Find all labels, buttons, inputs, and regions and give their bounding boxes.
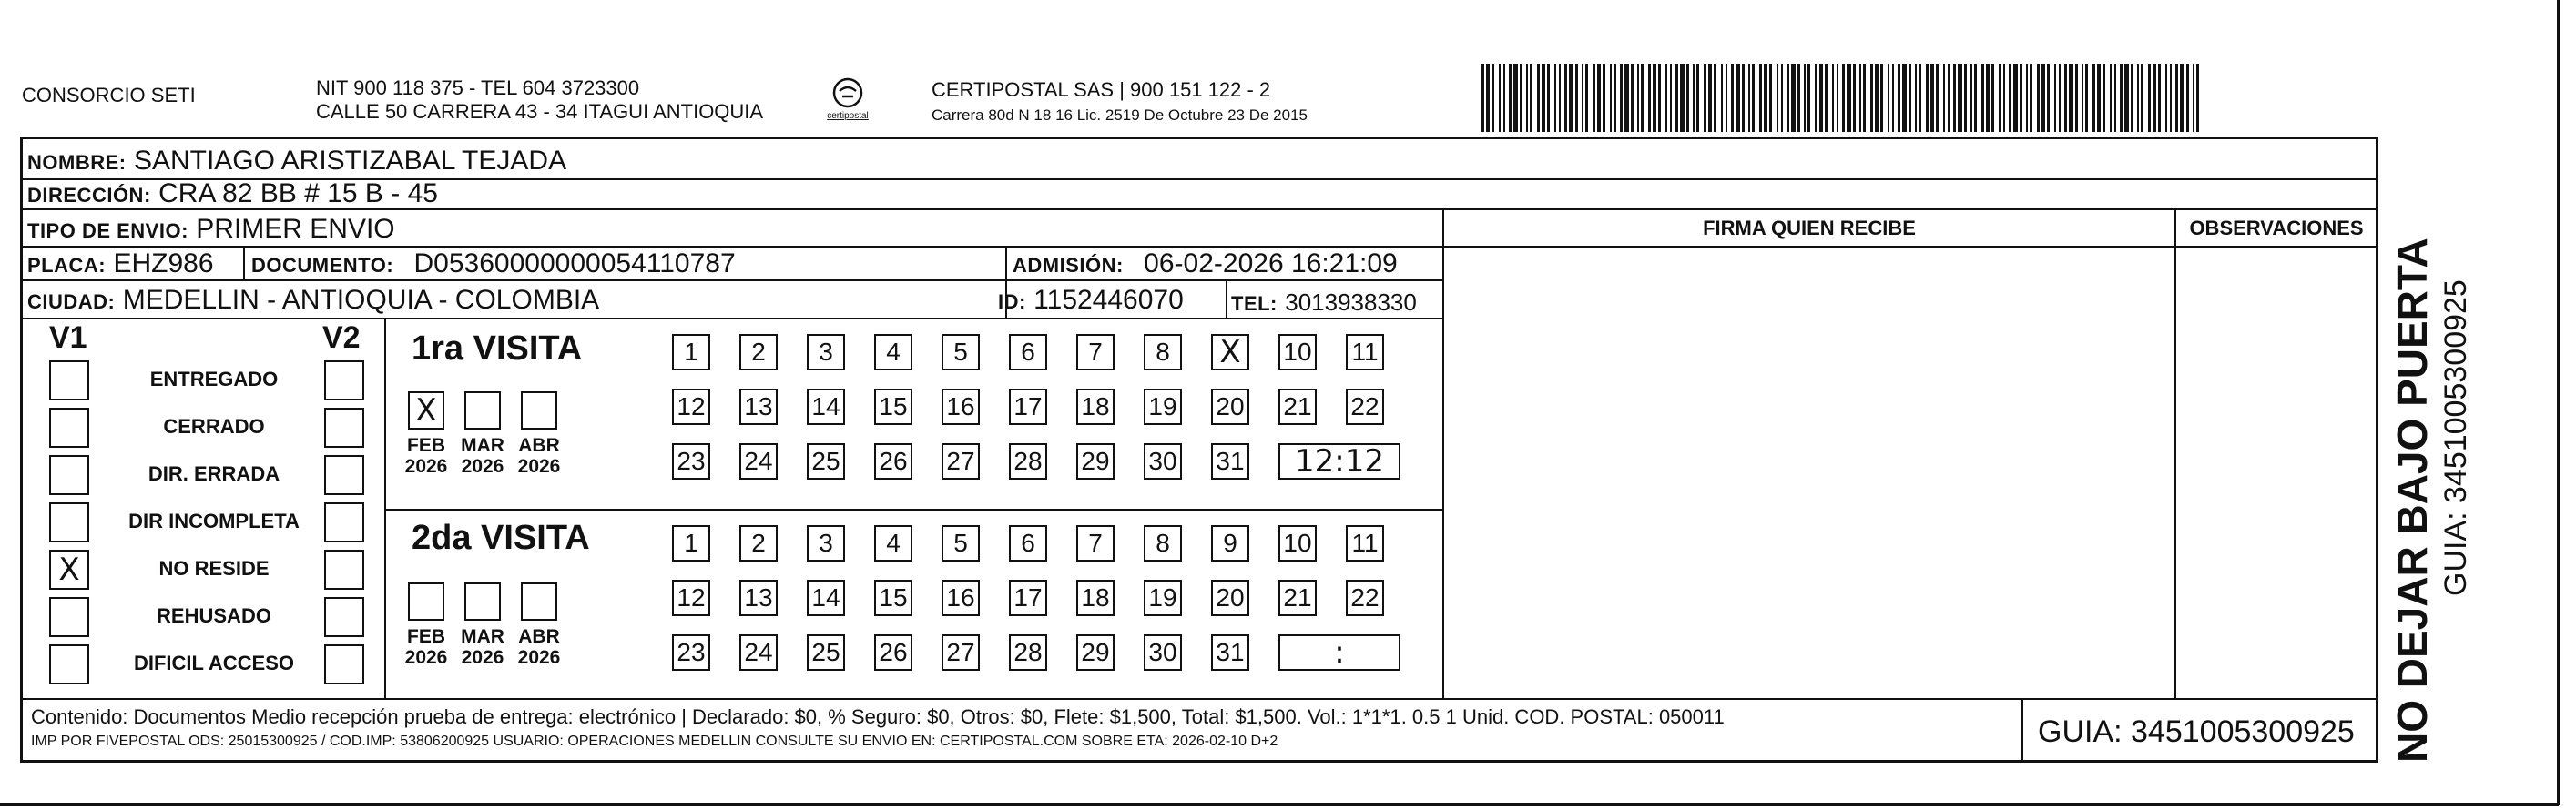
tel-label: TEL:	[1231, 292, 1278, 315]
first-visit-month-box[interactable]	[464, 391, 501, 430]
second-visit-day-box[interactable]: 25	[807, 634, 845, 671]
direccion-value: CRA 82 BB # 15 B - 45	[158, 178, 438, 208]
v1-checkbox[interactable]	[49, 455, 89, 495]
first-visit-month-box[interactable]	[408, 391, 444, 430]
first-visit-day-box[interactable]: 3	[807, 334, 845, 370]
second-visit-day-box[interactable]: 5	[942, 525, 980, 562]
first-visit-month-box[interactable]	[521, 391, 557, 430]
imp-line: IMP POR FIVEPOSTAL ODS: 25015300925 / COD.IMP: 53806200925 USUARIO: OPERACIONES MEDELLIN CONSULTE SU ENVIO EN: CERTIPOSTAL.COM SOBRE ETA: 2026-02-10 D+2	[31, 734, 1278, 749]
tipo-envio-field	[27, 214, 395, 247]
first-visit-month-label	[455, 435, 510, 477]
second-visit-day-box[interactable]: 22	[1346, 580, 1384, 616]
first-visit-day-box[interactable]: 21	[1278, 389, 1317, 425]
status-label: DIR INCOMPLETA	[128, 510, 300, 532]
second-visit-day-box[interactable]: 12	[672, 580, 710, 616]
first-visit-day-box[interactable]: 29	[1076, 443, 1115, 480]
v2-checkbox[interactable]	[324, 597, 364, 637]
second-visit-month-box[interactable]	[408, 582, 444, 621]
second-visit-month-label	[512, 626, 566, 668]
ciudad-value: MEDELLIN - ANTIOQUIA - COLOMBIA	[122, 285, 600, 315]
documento-field	[251, 248, 736, 281]
second-visit-day-box[interactable]: 11	[1346, 525, 1384, 562]
id-label: ID:	[998, 290, 1026, 313]
first-visit-day-mark[interactable]: X	[1211, 334, 1249, 370]
first-visit-day-box[interactable]: 16	[942, 389, 980, 425]
month-check-mark: X	[415, 392, 437, 429]
status-label: REHUSADO	[157, 604, 271, 627]
address-line: CALLE 50 CARRERA 43 - 34 ITAGUI ANTIOQUIA	[316, 100, 764, 123]
second-visit-day-box[interactable]: 19	[1144, 580, 1182, 616]
tel-value: 3013938330	[1285, 289, 1417, 316]
tel-field	[1231, 287, 1417, 319]
month-year: 2026	[404, 456, 448, 477]
logo-text: certipostal	[827, 111, 869, 121]
first-visit-day-box[interactable]: 4	[874, 334, 912, 370]
second-visit-day-box[interactable]: 10	[1278, 525, 1317, 562]
observaciones-header: OBSERVACIONES	[2189, 217, 2364, 239]
admision-label: ADMISIÓN:	[1013, 254, 1124, 277]
nombre-value: SANTIAGO ARISTIZABAL TEJADA	[133, 146, 567, 176]
first-visit-day-box[interactable]: 19	[1144, 389, 1182, 425]
second-visit-day-box[interactable]: 2	[739, 525, 778, 562]
first-visit-day-box[interactable]: 12	[672, 389, 710, 425]
second-visit-day-box[interactable]: 24	[739, 634, 778, 671]
second-visit-day-box[interactable]: 29	[1076, 634, 1115, 671]
first-visit-day-box[interactable]: 10	[1278, 334, 1317, 370]
second-visit-month-box[interactable]	[464, 582, 501, 621]
first-visit-day-box[interactable]: 18	[1076, 389, 1115, 425]
status-label: CERRADO	[163, 415, 265, 438]
second-visit-day-box[interactable]: 16	[942, 580, 980, 616]
tipo-envio-label: TIPO DE ENVIO:	[27, 219, 188, 242]
second-visit-day-box[interactable]: 14	[807, 580, 845, 616]
second-visit-day-box[interactable]: 7	[1076, 525, 1115, 562]
month-name: MAR	[461, 435, 504, 456]
month-name: ABR	[518, 626, 560, 647]
v2-checkbox[interactable]	[324, 408, 364, 448]
side-guia: GUIA: 3451005300925	[2439, 279, 2473, 596]
first-visit-day-box[interactable]: 5	[942, 334, 980, 370]
second-visit-day-box[interactable]: 17	[1009, 580, 1047, 616]
first-visit-day-box[interactable]: 7	[1076, 334, 1115, 370]
v1-checkbox[interactable]	[49, 408, 89, 448]
ciudad-field	[27, 285, 599, 318]
status-label: DIR. ERRADA	[148, 462, 280, 485]
footer-guia: GUIA: 3451005300925	[2038, 714, 2355, 749]
second-visit-day-box[interactable]: 3	[807, 525, 845, 562]
certipostal-line: CERTIPOSTAL SAS | 900 151 122 - 2	[932, 78, 1271, 101]
certipostal-logo	[816, 75, 880, 126]
status-label: NO RESIDE	[158, 557, 270, 580]
first-visit-day-box[interactable]: 13	[739, 389, 778, 425]
second-visit-title: 2da VISITA	[412, 519, 590, 557]
second-visit-day-box[interactable]: 20	[1211, 580, 1249, 616]
first-visit-day-box[interactable]: 31	[1211, 443, 1249, 480]
first-visit-day-box[interactable]: 1	[672, 334, 710, 370]
direccion-label: DIRECCIÓN:	[27, 184, 151, 207]
v1-checkbox[interactable]	[49, 644, 89, 684]
first-visit-day-box[interactable]: 28	[1009, 443, 1047, 480]
v2-checkbox[interactable]	[324, 644, 364, 684]
second-visit-day-box[interactable]: 6	[1009, 525, 1047, 562]
second-visit-day-box[interactable]: 26	[874, 634, 912, 671]
second-visit-day-box[interactable]: 9	[1211, 525, 1249, 562]
documento-label: DOCUMENTO:	[251, 254, 394, 277]
month-year: 2026	[517, 456, 561, 477]
documento-value: D05360000000054110787	[413, 248, 736, 278]
v1-label: V1	[49, 320, 87, 355]
v1-checkbox[interactable]	[49, 360, 89, 400]
first-visit-day-box[interactable]: 2	[739, 334, 778, 370]
second-visit-day-box[interactable]: 1	[672, 525, 710, 562]
nombre-label: NOMBRE:	[27, 151, 127, 174]
v1-checkbox[interactable]	[49, 550, 89, 590]
v2-label: V2	[322, 320, 361, 355]
second-visit-month-label	[455, 626, 510, 668]
v2-checkbox[interactable]	[324, 502, 364, 542]
month-year: 2026	[404, 647, 448, 668]
v1-checkbox[interactable]	[49, 597, 89, 637]
month-name: FEB	[407, 435, 445, 456]
v2-checkbox[interactable]	[324, 455, 364, 495]
nombre-field	[27, 146, 566, 178]
ciudad-label: CIUDAD:	[27, 290, 116, 313]
admision-value: 06-02-2026 16:21:09	[1144, 248, 1398, 278]
first-visit-day-box[interactable]: 24	[739, 443, 778, 480]
first-visit-day-box[interactable]: 25	[807, 443, 845, 480]
second-visit-day-box[interactable]: 13	[739, 580, 778, 616]
second-visit-day-box[interactable]: 21	[1278, 580, 1317, 616]
month-name: MAR	[461, 626, 504, 647]
month-year: 2026	[461, 647, 504, 668]
first-visit-day-box[interactable]: 26	[874, 443, 912, 480]
second-visit-day-box[interactable]: 30	[1144, 634, 1182, 671]
placa-value: EHZ986	[113, 248, 214, 278]
first-visit-day-box[interactable]: 22	[1346, 389, 1384, 425]
second-visit-day-box[interactable]: 27	[942, 634, 980, 671]
v1-checkbox[interactable]	[49, 502, 89, 542]
first-visit-day-box[interactable]: 30	[1144, 443, 1182, 480]
placa-label: PLACA:	[27, 254, 107, 277]
second-visit-month-label	[399, 626, 453, 668]
admision-field	[1013, 248, 1398, 281]
first-visit-day-box[interactable]: 8	[1144, 334, 1182, 370]
month-name: ABR	[518, 435, 560, 456]
second-visit-day-box[interactable]: 18	[1076, 580, 1115, 616]
first-visit-title: 1ra VISITA	[412, 329, 583, 368]
second-visit-time-box[interactable]: :	[1278, 634, 1400, 671]
first-visit-day-box[interactable]: 15	[874, 389, 912, 425]
second-visit-day-box[interactable]: 15	[874, 580, 912, 616]
status-label: DIFICIL ACCESO	[133, 652, 294, 674]
first-visit-time-box[interactable]: 12:12	[1278, 443, 1400, 480]
second-visit-month-box[interactable]	[521, 582, 557, 621]
month-year: 2026	[461, 456, 504, 477]
v2-checkbox[interactable]	[324, 360, 364, 400]
nit-line: NIT 900 118 375 - TEL 604 3723300	[316, 76, 640, 99]
first-visit-month-label	[512, 435, 566, 477]
barcode	[1481, 64, 2201, 132]
first-visit-day-box[interactable]: 20	[1211, 389, 1249, 425]
v1-check-mark: X	[58, 552, 80, 588]
company-name: CONSORCIO SETI	[22, 84, 196, 106]
first-visit-day-box[interactable]: 6	[1009, 334, 1047, 370]
second-visit-day-box[interactable]: 8	[1144, 525, 1182, 562]
tipo-envio-value: PRIMER ENVIO	[196, 214, 395, 244]
no-dejar-warning: NO DEJAR BAJO PUERTA	[2388, 238, 2436, 763]
first-visit-day-box[interactable]: 23	[672, 443, 710, 480]
first-visit-month-label	[399, 435, 453, 477]
second-visit-day-box[interactable]: 31	[1211, 634, 1249, 671]
second-visit-day-box[interactable]: 23	[672, 634, 710, 671]
id-field	[998, 285, 1184, 318]
second-visit-day-box[interactable]: 28	[1009, 634, 1047, 671]
direccion-field	[27, 178, 438, 211]
id-value: 1152446070	[1033, 285, 1184, 315]
first-visit-day-box[interactable]: 11	[1346, 334, 1384, 370]
first-visit-day-box[interactable]: 14	[807, 389, 845, 425]
v2-checkbox[interactable]	[324, 550, 364, 590]
firma-header: FIRMA QUIEN RECIBE	[1703, 217, 1916, 239]
content-line: Contenido: Documentos Medio recepción prueba de entrega: electrónico | Declarado: $0, % Seguro: $0, Otros: $0, Flete: $1,500, Total: $1,500. Vol.: 1*1*1. 0.5 1 Unid. COD. POSTAL: 050011	[31, 705, 1725, 728]
license-line: Carrera 80d N 18 16 Lic. 2519 De Octubre 23 De 2015	[932, 106, 1308, 124]
first-visit-day-box[interactable]: 17	[1009, 389, 1047, 425]
month-name: FEB	[407, 626, 445, 647]
status-label: ENTREGADO	[149, 368, 279, 390]
placa-field	[27, 248, 214, 281]
month-year: 2026	[517, 647, 561, 668]
first-visit-day-box[interactable]: 27	[942, 443, 980, 480]
second-visit-day-box[interactable]: 4	[874, 525, 912, 562]
